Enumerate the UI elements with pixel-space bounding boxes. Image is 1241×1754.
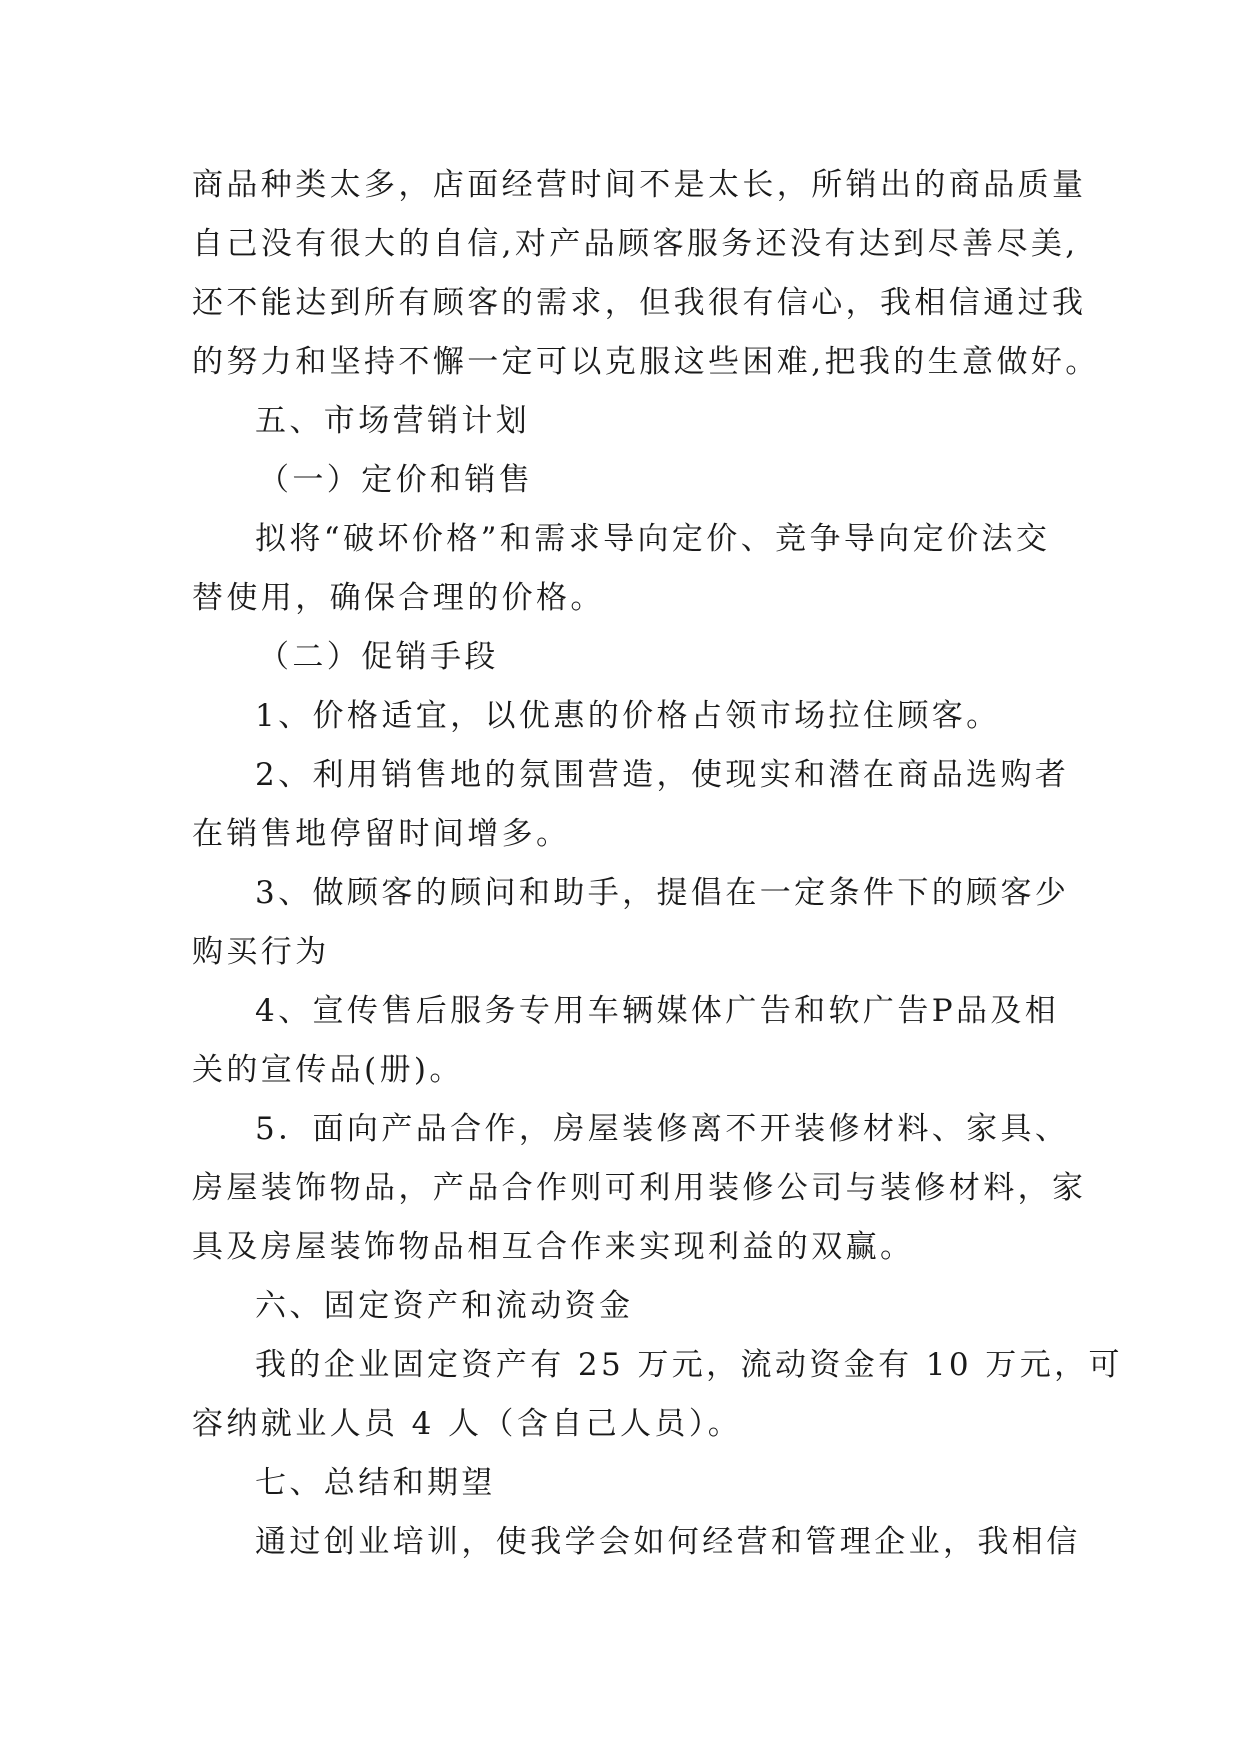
paragraph-line: 商品种类太多，店面经营时间不是太长，所销出的商品质量: [192, 167, 1087, 203]
paragraph-line: 自己没有很大的自信,对产品顾客服务还没有达到尽善尽美,: [192, 226, 1079, 262]
list-item-line: 关的宣传品(册)。: [192, 1052, 464, 1088]
paragraph-line: 容纳就业人员 4 人（含自己人员）。: [192, 1406, 743, 1442]
list-item-line: 3、做顾客的顾问和助手，提倡在一定条件下的顾客少: [255, 875, 1070, 911]
list-item-line: 4、宣传售后服务专用车辆媒体广告和软广告P品及相: [255, 993, 1060, 1029]
section-heading: 五、市场营销计划: [255, 403, 531, 439]
list-item-line: 购买行为: [192, 934, 330, 970]
section-heading: 六、固定资产和流动资金: [255, 1288, 634, 1324]
list-item-line: 1、价格适宜，以优惠的价格占领市场拉住顾客。: [255, 698, 1001, 734]
subsection-heading: （一）定价和销售: [258, 462, 534, 498]
paragraph-line: 拟将“破坏价格”和需求导向定价、竞争导向定价法交: [255, 521, 1051, 557]
list-item-line: 房屋装饰物品，产品合作则可利用装修公司与装修材料，家: [192, 1170, 1087, 1206]
paragraph-line: 的努力和坚持不懈一定可以克服这些困难,把我的生意做好。: [192, 344, 1100, 380]
subsection-heading: （二）促销手段: [258, 639, 499, 675]
section-heading: 七、总结和期望: [255, 1465, 496, 1501]
paragraph-line: 我的企业固定资产有 25 万元，流动资金有 10 万元，可: [255, 1347, 1123, 1383]
list-item-line: 5．面向产品合作，房屋装修离不开装修材料、家具、: [255, 1111, 1070, 1147]
paragraph-line: 还不能达到所有顾客的需求，但我很有信心，我相信通过我: [192, 285, 1087, 321]
paragraph-line: 替使用，确保合理的价格。: [192, 580, 605, 616]
list-item-line: 在销售地停留时间增多。: [192, 816, 571, 852]
paragraph-line: 通过创业培训，使我学会如何经营和管理企业，我相信: [255, 1524, 1081, 1560]
list-item-line: 具及房屋装饰物品相互合作来实现利益的双赢。: [192, 1229, 915, 1265]
list-item-line: 2、利用销售地的氛围营造，使现实和潜在商品选购者: [255, 757, 1070, 793]
